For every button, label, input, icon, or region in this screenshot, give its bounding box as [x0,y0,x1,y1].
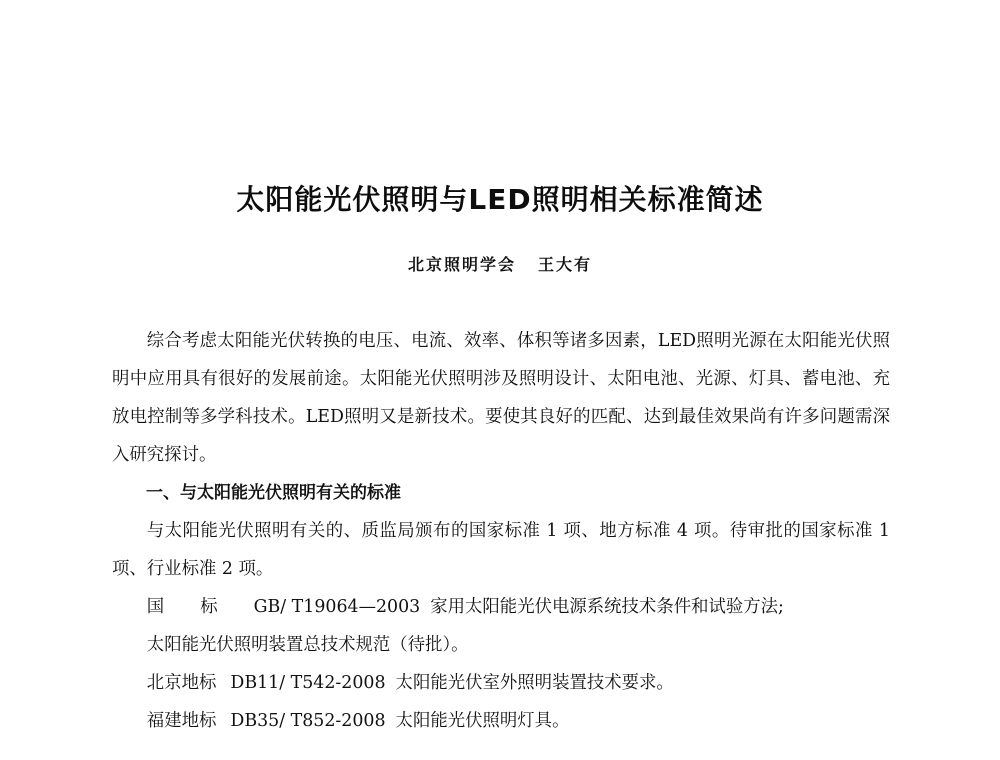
section-summary: 与太阳能光伏照明有关的、质监局颁布的国家标准 1 项、地方标准 4 项。待审批的国家标准 1 项、行业标准 2 项。 [112,521,890,579]
standard-title: 太阳能光伏照明装置总技术规范（待批）。 [146,635,469,655]
standard-label: 福建地标 [146,711,217,731]
standard-item [112,664,890,702]
standard-item [112,626,890,664]
standard-code: GB/ T19064—2003 [253,597,421,617]
standard-title: 太阳能光伏室外照明装置技术要求。 [395,673,674,693]
standard-code: DB35/ T852-2008 [230,711,386,731]
author-organization: 北京照明学会 [407,255,516,274]
standard-item [112,588,890,626]
standard-label: 国标 [146,597,254,617]
body-text [112,322,890,740]
author-line [0,251,1000,279]
standard-item [112,702,890,740]
standard-code: DB11/ T542-2008 [230,673,386,693]
author-name: 王大有 [538,255,593,274]
intro-paragraph: 综合考虑太阳能光伏转换的电压、电流、效率、体积等诸多因素，LED照明光源在太阳能光伏照明中应用具有很好的发展前途。太阳能光伏照明涉及照明设计、太阳电池、光源、灯具、蓄电池、充放电控制等多学科技术。LED照明又是新技术。要使其良好的匹配、达到最佳效果尚有许多问题需深入研究探讨。 [112,331,890,465]
standard-title: 太阳能光伏照明灯具。 [395,711,570,731]
standard-label: 北京地标 [146,673,217,693]
section-heading: 一、与太阳能光伏照明有关的标准 [146,483,401,503]
standard-title: 家用太阳能光伏电源系统技术条件和试验方法; [430,597,784,617]
document-title: 太阳能光伏照明与LED照明相关标准简述 [236,183,764,216]
